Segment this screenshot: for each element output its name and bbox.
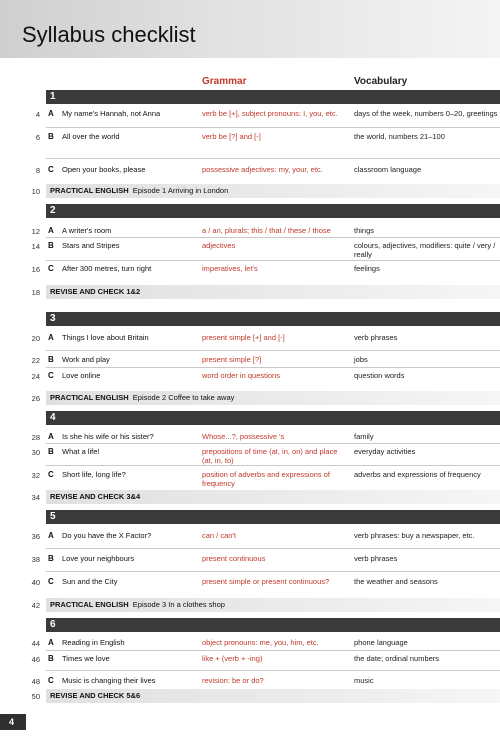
page-ref: 42	[31, 601, 40, 610]
lesson-letter: B	[48, 132, 54, 141]
unit-number: 2	[50, 205, 56, 216]
grammar-point: Whose...?, possessive 's	[202, 432, 285, 441]
lesson-letter: A	[48, 531, 54, 540]
lesson-letter: B	[48, 554, 54, 563]
grammar-point: prepositions of time (at, in, on) and place (at, in, to)	[202, 447, 338, 465]
lesson-letter: C	[48, 470, 54, 479]
page-ref: 28	[31, 433, 40, 442]
lesson-title: Work and play	[62, 355, 110, 364]
page-ref: 10	[31, 187, 40, 196]
band-label: REVISE AND CHECK 1&2	[50, 287, 141, 296]
lesson-letter: C	[48, 264, 54, 273]
grammar-point: verb be [+], subject pronouns: I, you, etc.	[202, 109, 338, 118]
lesson-title: Is she his wife or his sister?	[62, 432, 154, 441]
lesson-title: Sun and the City	[62, 577, 118, 586]
grammar-point: a / an, plurals; this / that / these / those	[202, 226, 331, 235]
lesson-title: Stars and Stripes	[62, 241, 120, 250]
divider	[46, 127, 500, 128]
grammar-point: imperatives, let's	[202, 264, 258, 273]
page-ref: 22	[31, 356, 40, 365]
grammar-point: word order in questions	[202, 371, 280, 380]
lesson-letter: C	[48, 577, 54, 586]
lesson-title: Love online	[62, 371, 101, 380]
unit-number: 1	[50, 91, 56, 102]
vocabulary-point: the world, numbers 21–100	[354, 132, 445, 141]
vocabulary-point: verb phrases	[354, 333, 398, 342]
lesson-letter: B	[48, 241, 54, 250]
grammar-point: adjectives	[202, 241, 236, 250]
lesson-title: After 300 metres, turn right	[62, 264, 152, 273]
revise-check-band	[46, 689, 500, 703]
lesson-letter: C	[48, 371, 54, 380]
unit-number: 5	[50, 511, 56, 522]
vocabulary-point: family	[354, 432, 374, 441]
band-episode: Episode 3 In a clothes shop	[132, 600, 225, 609]
grammar-point: position of adverbs and expressions of frequency	[202, 470, 330, 488]
page-ref: 34	[31, 493, 40, 502]
page-ref: 18	[31, 288, 40, 297]
grammar-point: possessive adjectives: my, your, etc.	[202, 165, 323, 174]
lesson-title: All over the world	[62, 132, 120, 141]
page-ref: 44	[31, 639, 40, 648]
grammar-point: present simple [+] and [-]	[202, 333, 285, 342]
divider	[46, 465, 500, 466]
vocabulary-point: days of the week, numbers 0–20, greetings	[354, 109, 498, 118]
unit-number: 3	[50, 313, 56, 324]
divider	[46, 367, 500, 368]
band-label: REVISE AND CHECK 3&4	[50, 492, 141, 501]
page-ref: 30	[31, 448, 40, 457]
practical-english-band	[46, 391, 500, 405]
vocabulary-point: music	[354, 676, 374, 685]
lesson-title: Do you have the X Factor?	[62, 531, 152, 540]
vocabulary-point: everyday activities	[354, 447, 416, 456]
revise-check-band	[46, 490, 500, 504]
divider	[46, 443, 500, 444]
lesson-title: Music is changing their lives	[62, 676, 156, 685]
vocabulary-point: feelings	[354, 264, 380, 273]
divider	[46, 670, 500, 671]
lesson-title: My name's Hannah, not Anna	[62, 109, 161, 118]
band-label: PRACTICAL ENGLISH	[50, 600, 129, 609]
page-ref: 4	[35, 110, 40, 119]
page-ref: 26	[31, 394, 40, 403]
band-label: PRACTICAL ENGLISH	[50, 186, 129, 195]
divider	[46, 158, 500, 159]
lesson-letter: C	[48, 165, 54, 174]
revise-check-band	[46, 285, 500, 299]
vocabulary-point: classroom language	[354, 165, 422, 174]
vocabulary-point: the weather and seasons	[354, 577, 438, 586]
page-ref: 48	[31, 677, 40, 686]
page-ref: 6	[35, 133, 40, 142]
band-label: PRACTICAL ENGLISH	[50, 393, 129, 402]
page-ref: 32	[31, 471, 40, 480]
lesson-title: Short life, long life?	[62, 470, 126, 479]
grammar-point: present simple or present continuous?	[202, 577, 330, 586]
lesson-letter: A	[48, 333, 54, 342]
practical-english-band	[46, 184, 500, 198]
grammar-point: revision: be or do?	[202, 676, 264, 685]
divider	[46, 350, 500, 351]
page-ref: 8	[35, 166, 40, 175]
unit-number: 4	[50, 412, 56, 423]
page-number: 4	[9, 717, 15, 727]
page-ref: 36	[31, 532, 40, 541]
page-number-box	[0, 714, 26, 730]
lesson-title: Reading in English	[62, 638, 125, 647]
page-ref: 46	[31, 655, 40, 664]
vocabulary-point: adverbs and expressions of frequency	[354, 470, 481, 479]
grammar-point: present simple [?]	[202, 355, 262, 364]
vocabulary-point: the date; ordinal numbers	[354, 654, 440, 663]
divider	[46, 237, 500, 238]
vocabulary-point: verb phrases: buy a newspaper, etc.	[354, 531, 475, 540]
vocabulary-column-header: Vocabulary	[354, 76, 408, 87]
band-episode: Episode 1 Arriving in London	[132, 186, 229, 195]
divider	[46, 571, 500, 572]
divider	[46, 548, 500, 549]
lesson-letter: A	[48, 226, 54, 235]
band-label: REVISE AND CHECK 5&6	[50, 691, 141, 700]
band-episode: Episode 2 Coffee to take away	[132, 393, 235, 402]
unit-header	[46, 510, 500, 524]
page-ref: 40	[31, 578, 40, 587]
unit-header	[46, 618, 500, 632]
lesson-letter: B	[48, 447, 54, 456]
unit-number: 6	[50, 619, 56, 630]
unit-header	[46, 312, 500, 326]
page-ref: 16	[31, 265, 40, 274]
vocabulary-point: things	[354, 226, 375, 235]
divider	[46, 260, 500, 261]
vocabulary-point: jobs	[354, 355, 368, 364]
unit-header	[46, 411, 500, 425]
lesson-title: Times we love	[62, 654, 110, 663]
grammar-point: can / can't	[202, 531, 236, 540]
vocabulary-point: verb phrases	[354, 554, 398, 563]
grammar-point: present continuous	[202, 554, 266, 563]
vocabulary-point: question words	[354, 371, 405, 380]
lesson-letter: B	[48, 654, 54, 663]
lesson-letter: A	[48, 109, 54, 118]
lesson-title: A writer's room	[62, 226, 112, 235]
lesson-title: Things I love about Britain	[62, 333, 149, 342]
unit-header	[46, 204, 500, 218]
page-ref: 12	[31, 227, 40, 236]
lesson-title: Open your books, please	[62, 165, 146, 174]
page-ref: 38	[31, 555, 40, 564]
grammar-column-header: Grammar	[202, 76, 247, 87]
grammar-point: verb be [?] and [-]	[202, 132, 261, 141]
page-ref: 24	[31, 372, 40, 381]
vocabulary-point: phone language	[354, 638, 408, 647]
practical-english-band	[46, 598, 500, 612]
vocabulary-point: colours, adjectives, modifiers: quite / very / really	[354, 241, 496, 259]
grammar-point: object pronouns: me, you, him, etc.	[202, 638, 319, 647]
unit-header	[46, 90, 500, 104]
grammar-point: like + (verb + -ing)	[202, 654, 263, 663]
divider	[46, 650, 500, 651]
lesson-title: What a life!	[62, 447, 100, 456]
page-ref: 50	[31, 692, 40, 701]
page-title: Syllabus checklist	[22, 22, 196, 47]
lesson-letter: B	[48, 355, 54, 364]
lesson-title: Love your neighbours	[62, 554, 135, 563]
lesson-letter: A	[48, 432, 54, 441]
page-ref: 14	[31, 242, 40, 251]
lesson-letter: C	[48, 676, 54, 685]
page-ref: 20	[31, 334, 40, 343]
lesson-letter: A	[48, 638, 54, 647]
